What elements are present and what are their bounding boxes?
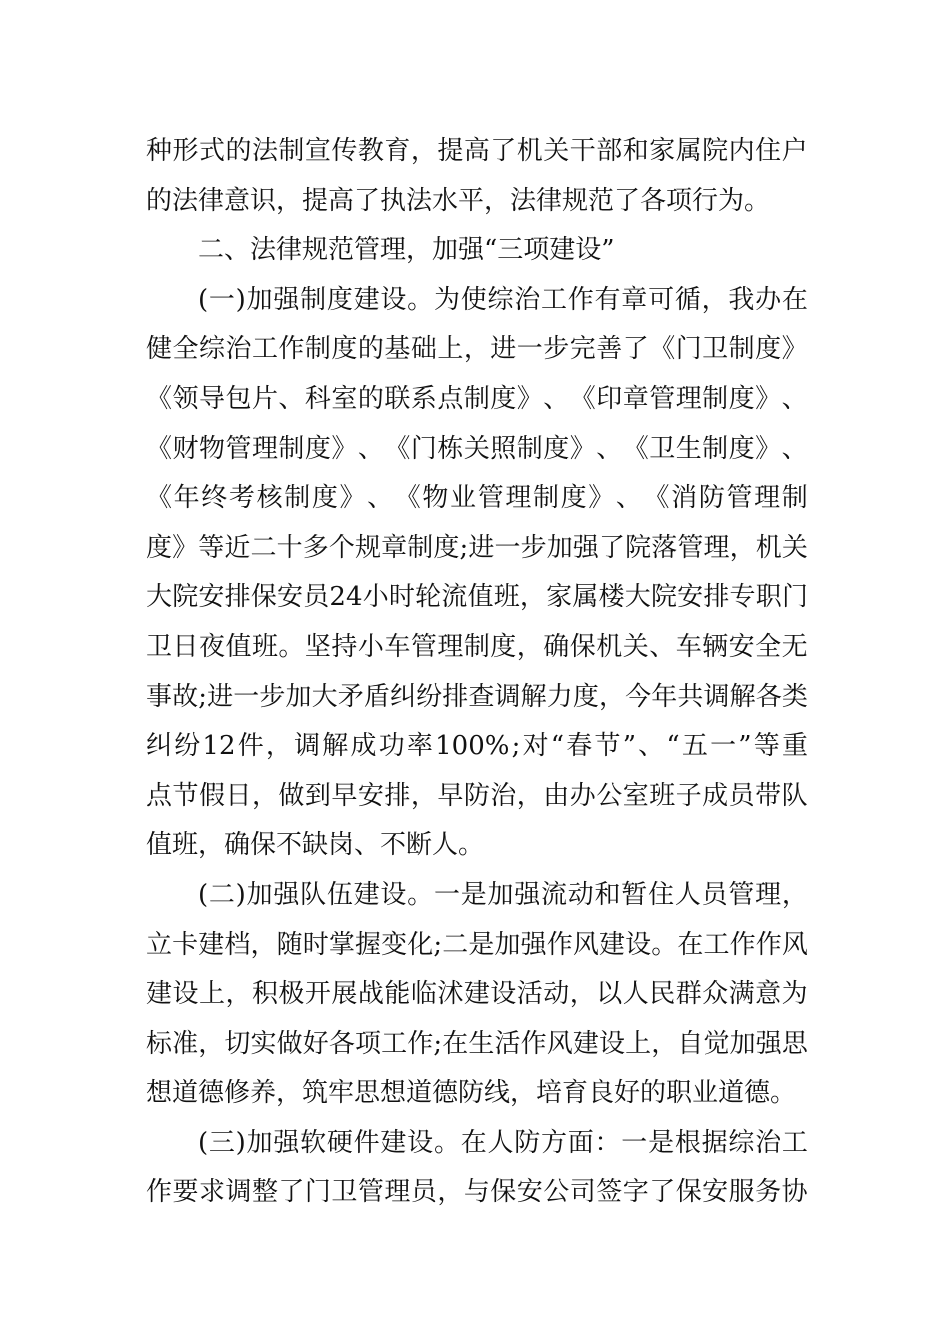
text-line: 点 节 假 日 ， 做 到 早 安 排 ， 早 防 治 ， 由 办 公 室 班 子 成 员 带 队 — [146, 780, 808, 811]
text-line: 事 故 ; 进 一 步 加 大 矛 盾 纠 纷 排 查 调 解 力 度 ， 今 年 共 调 解 各 类 — [146, 681, 808, 712]
section-heading: 二、法律规范管理，加强“三项建设” — [198, 235, 615, 266]
text-line: 度 》 等 近 二 十 多 个 规 章 制 度 ; 进 一 步 加 强 了 院 落 管 理 ， 机 关 — [146, 532, 808, 563]
text-line: ( 三 ) 加 强 软 硬 件 建 设 。 在 人 防 方 面 ： 一 是 根 据 综 治 工 — [198, 1127, 808, 1158]
text-line: 想道德修养，筑牢思想道德防线，培育良好的职业道德。 — [146, 1078, 797, 1109]
text-line: 《 领 导 包 片 、 科 室 的 联 系 点 制 度 》 、 《 印 章 管 理 制 度 》 、 — [146, 383, 808, 414]
text-line: 值班，确保不缺岗、不断人。 — [146, 830, 485, 861]
text-line: 大 院 安 排 保 安 员 24 小 时 轮 流 值 班 ， 家 属 楼 大 院 安 排 专 职 门 — [146, 582, 808, 613]
text-line: 作 要 求 调 整 了 门 卫 管 理 员 ， 与 保 安 公 司 签 字 了 保 安 服 务 协 — [146, 1177, 808, 1208]
text-line: 纠 纷 12 件 ， 调 解 成 功 率 100% ; 对 “ 春 节 ” 、 “ 五 一 ” 等 重 — [146, 731, 808, 762]
text-line: 《 财 物 管 理 制 度 》 、 《 门 栋 关 照 制 度 》 、 《 卫 生 制 度 》 、 — [146, 433, 808, 464]
text-line: 《 年 终 考 核 制 度 》 、 《 物 业 管 理 制 度 》 、 《 消 防 管 理 制 — [146, 483, 808, 514]
text-line: ( 二 ) 加 强 队 伍 建 设 。 一 是 加 强 流 动 和 暂 住 人 员 管 理 ， — [198, 879, 808, 910]
text-line: 卫 日 夜 值 班 。 坚 持 小 车 管 理 制 度 ， 确 保 机 关 、 车 辆 安 全 无 — [146, 631, 808, 662]
text-line: 立 卡 建 档 ， 随 时 掌 握 变 化 ; 二 是 加 强 作 风 建 设 。 在 工 作 作 风 — [146, 929, 808, 960]
document-body — [146, 127, 808, 1218]
text-line: 标 准 ， 切 实 做 好 各 项 工 作 ; 在 生 活 作 风 建 设 上 ， 自 觉 加 强 思 — [146, 1028, 808, 1059]
text-line: 种 形 式 的 法 制 宣 传 教 育 ， 提 高 了 机 关 干 部 和 家 属 院 内 住 户 — [146, 136, 808, 166]
text-line: 健 全 综 治 工 作 制 度 的 基 础 上 ， 进 一 步 完 善 了 《 门 卫 制 度 》 — [146, 334, 808, 365]
text-line: 建 设 上 ， 积 极 开 展 战 能 临 沭 建 设 活 动 ， 以 人 民 群 众 满 意 为 — [146, 979, 808, 1010]
text-line: ( 一 ) 加 强 制 度 建 设 。 为 使 综 治 工 作 有 章 可 循 ， 我 办 在 — [198, 284, 808, 315]
text-line: 的法律意识，提高了执法水平，法律规范了各项行为。 — [146, 185, 771, 216]
